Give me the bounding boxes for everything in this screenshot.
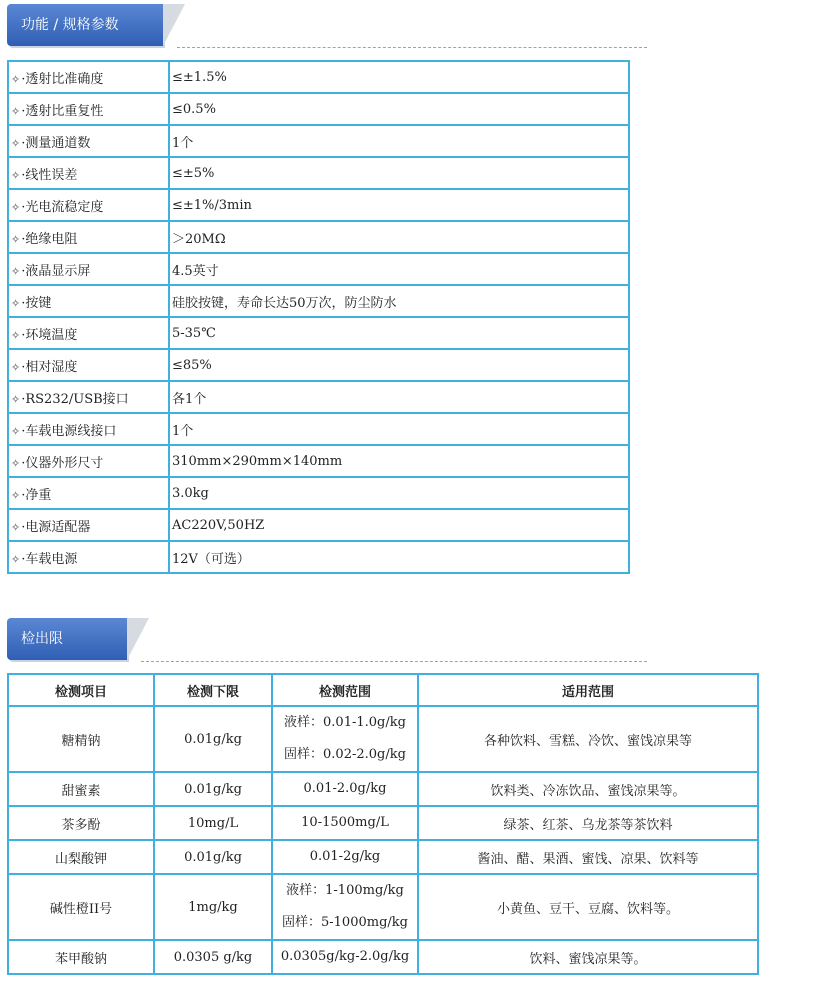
spec-key-cell <box>8 61 169 93</box>
detect-limit: 0.0305 g/kg <box>154 940 272 974</box>
spec-value: 硅胶按键，寿命长达50万次，防尘防水 <box>169 285 629 317</box>
detect-range-line: 液样：0.01-1.0g/kg <box>284 715 406 730</box>
spec-key-cell <box>8 349 169 381</box>
table-header-row <box>8 674 758 706</box>
table-row <box>8 221 629 253</box>
spec-value: ≤0.5% <box>169 93 629 125</box>
detect-range-line: 0.01-2g/kg <box>309 849 381 864</box>
section-divider <box>141 661 647 662</box>
spec-key: ·测量通道数 <box>21 135 91 151</box>
spec-value: 5-35℃ <box>169 317 629 349</box>
diamond-bullet-icon: ✧ <box>11 392 21 406</box>
table-row <box>8 189 629 221</box>
spec-key: ·透射比准确度 <box>21 71 104 87</box>
detect-range <box>272 840 418 874</box>
column-header-item: 检测项目 <box>8 674 154 706</box>
detect-section-tab <box>7 618 127 660</box>
detect-range <box>272 874 418 940</box>
table-row <box>8 840 758 874</box>
spec-key: ·电源适配器 <box>21 519 91 535</box>
table-row <box>8 772 758 806</box>
detection-table <box>7 673 759 975</box>
spec-key-cell <box>8 541 169 573</box>
detect-item: 山梨酸钾 <box>8 840 154 874</box>
detect-item: 苯甲酸钠 <box>8 940 154 974</box>
spec-key-cell <box>8 317 169 349</box>
spec-key: ·相对湿度 <box>21 359 78 375</box>
detect-range <box>272 806 418 840</box>
table-row <box>8 93 629 125</box>
spec-value: 12V（可选） <box>169 541 629 573</box>
spec-value: ≤±5% <box>169 157 629 189</box>
table-row <box>8 157 629 189</box>
detect-scope: 各种饮料、雪糕、冷饮、蜜饯凉果等 <box>418 706 758 772</box>
spec-value: 1个 <box>169 125 629 157</box>
spec-value: ≤±1%/3min <box>169 189 629 221</box>
detect-limit: 0.01g/kg <box>154 706 272 772</box>
detect-range-line: 10-1500mg/L <box>301 815 389 830</box>
detect-range <box>272 706 418 772</box>
spec-key-cell <box>8 253 169 285</box>
diamond-bullet-icon: ✧ <box>11 136 21 150</box>
table-row <box>8 541 629 573</box>
spec-key-cell <box>8 285 169 317</box>
section-divider <box>177 47 647 48</box>
spec-value: ＞20MΩ <box>169 221 629 253</box>
spec-value: 各1个 <box>169 381 629 413</box>
spec-key: ·线性误差 <box>21 167 78 183</box>
detect-range-line: 0.01-2.0g/kg <box>303 781 387 796</box>
detect-range-line: 固样：0.02-2.0g/kg <box>284 747 406 762</box>
diamond-bullet-icon: ✧ <box>11 264 21 278</box>
spec-key: ·仪器外形尺寸 <box>21 455 104 471</box>
spec-key-cell <box>8 445 169 477</box>
spec-key-cell <box>8 381 169 413</box>
spec-key-cell <box>8 221 169 253</box>
detect-scope: 绿茶、红茶、乌龙茶等茶饮料 <box>418 806 758 840</box>
diamond-bullet-icon: ✧ <box>11 424 21 438</box>
spec-value: ≤85% <box>169 349 629 381</box>
spec-key: ·净重 <box>21 487 52 503</box>
table-row <box>8 509 629 541</box>
spec-key: ·光电流稳定度 <box>21 199 104 215</box>
detect-range-line: 液样：1-100mg/kg <box>286 883 404 898</box>
detect-section-title: 检出限 <box>21 631 63 647</box>
spec-key-cell <box>8 157 169 189</box>
spec-key: ·车载电源 <box>21 551 78 567</box>
table-row <box>8 806 758 840</box>
spec-value: 1个 <box>169 413 629 445</box>
spec-value: 4.5英寸 <box>169 253 629 285</box>
table-row <box>8 477 629 509</box>
spec-key: ·环境温度 <box>21 327 78 343</box>
tab-decoration <box>127 618 149 660</box>
spec-section-tab <box>7 4 163 46</box>
spec-table <box>7 60 630 574</box>
spec-key: ·液晶显示屏 <box>21 263 91 279</box>
detect-scope: 酱油、醋、果酒、蜜饯、凉果、饮料等 <box>418 840 758 874</box>
spec-key: ·透射比重复性 <box>21 103 104 119</box>
detect-limit: 1mg/kg <box>154 874 272 940</box>
diamond-bullet-icon: ✧ <box>11 520 21 534</box>
detect-range <box>272 772 418 806</box>
spec-key: ·车载电源线接口 <box>21 423 117 439</box>
diamond-bullet-icon: ✧ <box>11 456 21 470</box>
spec-value: 3.0kg <box>169 477 629 509</box>
table-row <box>8 253 629 285</box>
diamond-bullet-icon: ✧ <box>11 232 21 246</box>
table-row <box>8 445 629 477</box>
spec-section-header <box>7 4 647 48</box>
table-row <box>8 285 629 317</box>
spec-key: ·按键 <box>21 295 52 311</box>
detect-section-header <box>7 618 647 662</box>
detect-limit: 10mg/L <box>154 806 272 840</box>
spec-value: 310mm×290mm×140mm <box>169 445 629 477</box>
spec-key: ·RS232/USB接口 <box>21 391 129 407</box>
column-header-limit: 检测下限 <box>154 674 272 706</box>
detect-item: 糖精钠 <box>8 706 154 772</box>
spec-key-cell <box>8 477 169 509</box>
column-header-scope: 适用范围 <box>418 674 758 706</box>
spec-key-cell <box>8 509 169 541</box>
detect-limit: 0.01g/kg <box>154 840 272 874</box>
diamond-bullet-icon: ✧ <box>11 296 21 310</box>
detect-range <box>272 940 418 974</box>
detect-scope: 饮料类、冷冻饮品、蜜饯凉果等。 <box>418 772 758 806</box>
table-row <box>8 940 758 974</box>
table-row <box>8 413 629 445</box>
tab-decoration <box>163 4 185 46</box>
column-header-range: 检测范围 <box>272 674 418 706</box>
detect-item: 茶多酚 <box>8 806 154 840</box>
detect-limit: 0.01g/kg <box>154 772 272 806</box>
spec-value: AC220V,50HZ <box>169 509 629 541</box>
table-row <box>8 61 629 93</box>
spec-key-cell <box>8 93 169 125</box>
diamond-bullet-icon: ✧ <box>11 360 21 374</box>
diamond-bullet-icon: ✧ <box>11 552 21 566</box>
diamond-bullet-icon: ✧ <box>11 168 21 182</box>
spec-key-cell <box>8 189 169 221</box>
detect-range-line: 固样：5-1000mg/kg <box>282 915 408 930</box>
table-row <box>8 381 629 413</box>
detect-scope: 小黄鱼、豆干、豆腐、饮料等。 <box>418 874 758 940</box>
spec-key-cell <box>8 413 169 445</box>
table-row <box>8 874 758 940</box>
detect-item: 碱性橙II号 <box>8 874 154 940</box>
diamond-bullet-icon: ✧ <box>11 72 21 86</box>
diamond-bullet-icon: ✧ <box>11 488 21 502</box>
detect-range-line: 0.0305g/kg-2.0g/kg <box>280 949 410 964</box>
table-row <box>8 317 629 349</box>
detect-scope: 饮料、蜜饯凉果等。 <box>418 940 758 974</box>
spec-value: ≤±1.5% <box>169 61 629 93</box>
diamond-bullet-icon: ✧ <box>11 104 21 118</box>
diamond-bullet-icon: ✧ <box>11 328 21 342</box>
table-row <box>8 349 629 381</box>
diamond-bullet-icon: ✧ <box>11 200 21 214</box>
spec-key: ·绝缘电阻 <box>21 231 78 247</box>
table-row <box>8 706 758 772</box>
detect-item: 甜蜜素 <box>8 772 154 806</box>
spec-section-title: 功能 / 规格参数 <box>21 17 119 33</box>
spec-key-cell <box>8 125 169 157</box>
table-row <box>8 125 629 157</box>
